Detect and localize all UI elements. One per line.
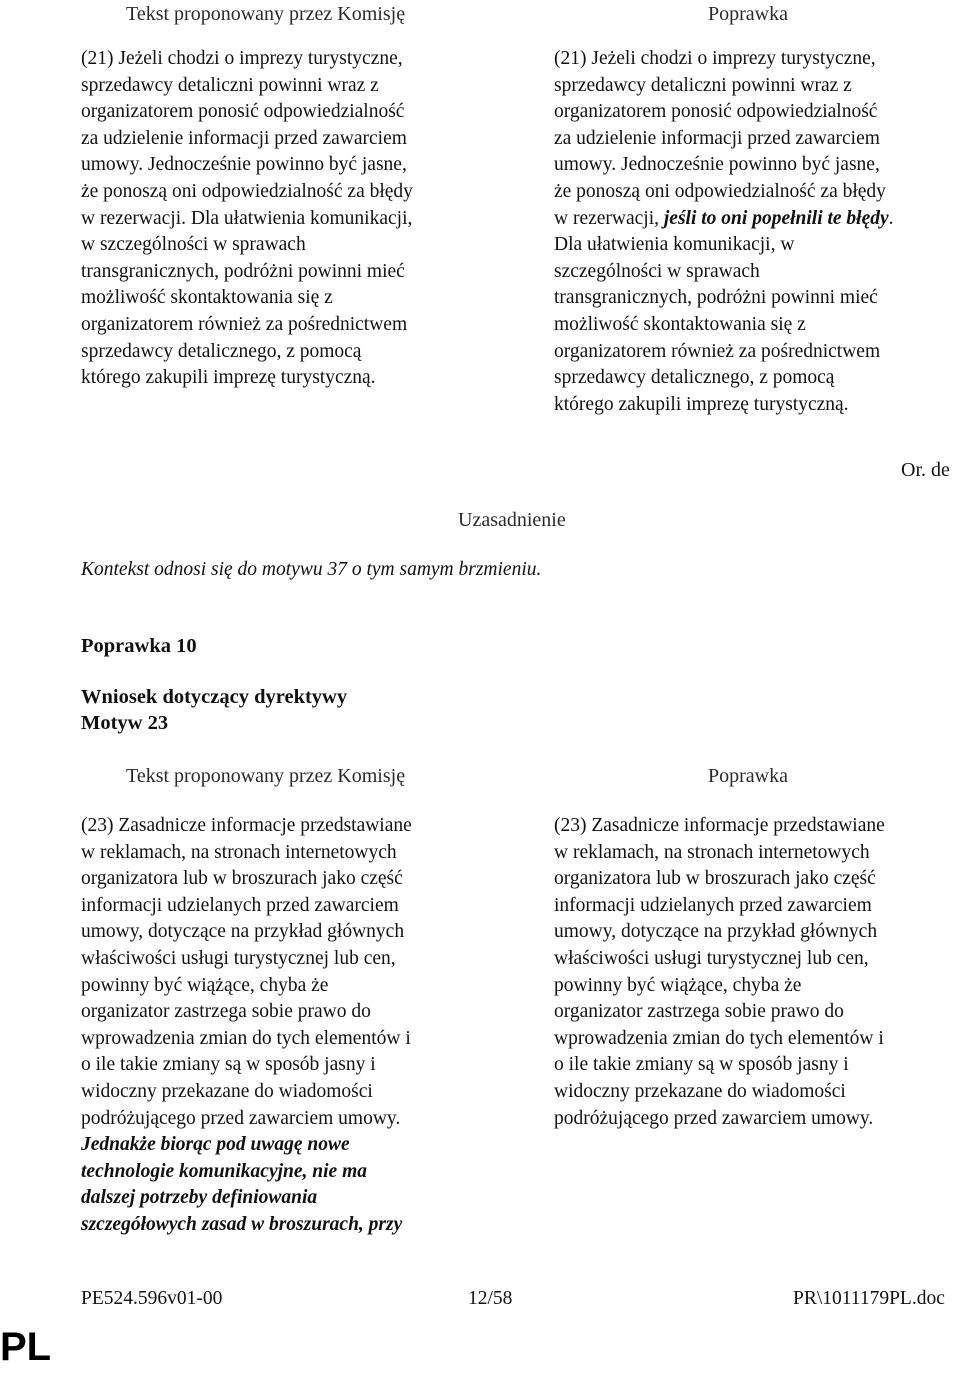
top-left-text [81,46,413,392]
text-line: sprzedawcy detalicznego, z pomocą [81,340,362,362]
top-right-header: Poprawka [708,3,788,25]
text-line: wprowadzenia zmian do tych elementów i [81,1027,411,1049]
text-line: organizatora lub w broszurach jako część [81,868,403,890]
text-line-amended [554,206,894,233]
footer-language-code: PL [0,1325,52,1369]
text-line: wprowadzenia zmian do tych elementów i [554,1027,884,1049]
text-line: organizatorem ponosić odpowiedzialność [554,101,878,123]
text-plain: w rezerwacji, [554,207,660,229]
text-line: w szczególności w sprawach [81,234,306,256]
text-line: organizatorem również za pośrednictwem [81,313,408,335]
text-line: organizator zastrzega sobie prawo do [81,1001,371,1023]
text-line: umowy, dotyczące na przykład głównych [81,921,405,943]
text-line: widoczny przekazane do wiadomości [554,1080,846,1102]
top-left-header: Tekst proponowany przez Komisję [126,3,406,25]
deleted-text-line: szczegółowych zasad w broszurach, przy [81,1213,403,1235]
footer-page-number: 12/58 [468,1288,513,1309]
justification-text: Kontekst odnosi się do motywu 37 o tym samym brzmieniu. [81,559,542,580]
text-line: umowy, dotyczące na przykład głównych [554,921,878,943]
footer-document-reference: PE524.596v01-00 [81,1288,223,1309]
text-line: umowy. Jednocześnie powinno być jasne, [554,154,880,176]
text-line: którego zakupili imprezę turystyczną. [554,393,849,415]
text-line: informacji udzielanych przed zawarciem [554,894,872,916]
text-line: za udzielenie informacji przed zawarciem [554,127,880,149]
amendment-left-header: Tekst proponowany przez Komisję [126,765,406,787]
text-line: (21) Jeżeli chodzi o imprezy turystyczne, [554,48,876,69]
amendment-subtitle-directive: Wniosek dotyczący dyrektywy [81,686,348,708]
text-line: organizatora lub w broszurach jako część [554,868,876,890]
text-line: w reklamach, na stronach internetowych [81,841,397,863]
text-line: widoczny przekazane do wiadomości [81,1080,373,1102]
amended-text: jeśli to oni popełnili te błędy [659,207,889,229]
text-line: Dla ułatwienia komunikacji, w [554,234,795,256]
amendment-right-header: Poprawka [708,765,788,787]
footer-file-name: PR\1011179PL.doc [793,1288,945,1309]
text-line: o ile takie zmiany są w sposób jasny i [81,1054,376,1076]
text-line: sprzedawcy detaliczni powinni wraz z [81,74,379,96]
text-line: że ponoszą oni odpowiedzialność za błędy [81,180,413,202]
text-line: organizator zastrzega sobie prawo do [554,1001,844,1023]
text-line: powinny być wiążące, chyba że [554,974,802,996]
text-line: powinny być wiążące, chyba że [81,974,329,996]
text-line: o ile takie zmiany są w sposób jasny i [554,1054,849,1076]
text-line: umowy. Jednocześnie powinno być jasne, [81,154,407,176]
justification-heading: Uzasadnienie [458,509,566,531]
text-plain: . [888,207,894,229]
text-line: podróżującego przed zawarciem umowy. [81,1107,401,1129]
top-right-text [554,46,894,418]
amendment-right-text [554,813,885,1132]
amendment-title: Poprawka 10 [81,635,197,657]
text-line: sprzedawcy detalicznego, z pomocą [554,367,835,389]
text-line: (23) Zasadnicze informacje przedstawiane [554,815,885,836]
amendment-left-text [81,813,412,1239]
text-line: możliwość skontaktowania się z [81,287,333,309]
text-line: organizatorem również za pośrednictwem [554,340,881,362]
text-line: w rezerwacji. Dla ułatwienia komunikacji, [81,207,413,229]
text-line: sprzedawcy detaliczni powinni wraz z [554,74,852,96]
text-line: szczególności w sprawach [554,260,760,282]
text-line: którego zakupili imprezę turystyczną. [81,367,376,389]
text-line: transgranicznych, podróżni powinni mieć [554,287,878,309]
text-line: właściwości usługi turystycznej lub cen, [554,947,869,969]
text-line: że ponoszą oni odpowiedzialność za błędy [554,180,886,202]
text-line: transgranicznych, podróżni powinni mieć [81,260,405,282]
text-line: organizatorem ponosić odpowiedzialność [81,101,405,123]
text-line: informacji udzielanych przed zawarciem [81,894,399,916]
deleted-text-line: Jednakże biorąc pod uwagę nowe [81,1134,350,1156]
text-line: możliwość skontaktowania się z [554,313,806,335]
amendment-subtitle-recital: Motyw 23 [81,712,169,734]
text-line: właściwości usługi turystycznej lub cen, [81,947,396,969]
text-line: za udzielenie informacji przed zawarciem [81,127,407,149]
original-language: Or. de [901,459,950,481]
deleted-text-line: technologie komunikacyjne, nie ma [81,1160,367,1182]
text-line: (23) Zasadnicze informacje przedstawiane [81,815,412,836]
deleted-text-line: dalszej potrzeby definiowania [81,1187,318,1209]
text-line: podróżującego przed zawarciem umowy. [554,1107,874,1129]
text-line: (21) Jeżeli chodzi o imprezy turystyczne, [81,48,403,69]
text-line: w reklamach, na stronach internetowych [554,841,870,863]
